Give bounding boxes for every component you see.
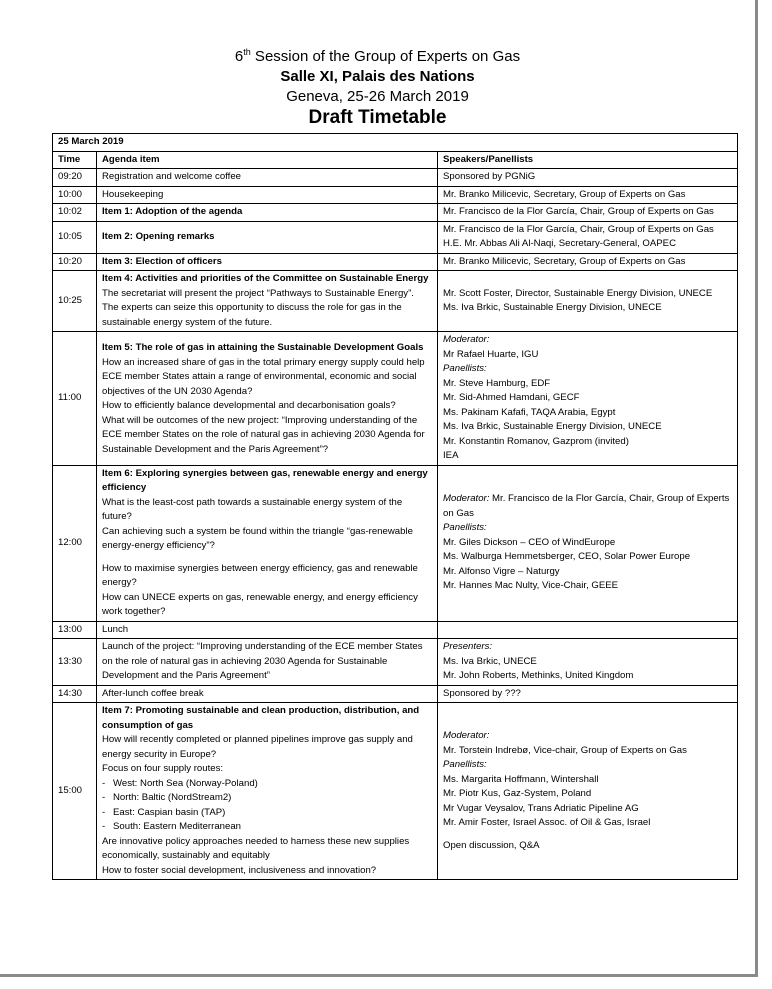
table-row bbox=[53, 186, 738, 204]
table-row bbox=[53, 639, 738, 686]
panellist: Mr. Konstantin Romanov, Gazprom (invited) bbox=[443, 435, 629, 447]
panellist: Mr. Sid-Ahmed Hamdani, GECF bbox=[443, 392, 580, 403]
moderator-line bbox=[443, 492, 732, 521]
table-row bbox=[53, 332, 738, 466]
session-line bbox=[0, 42, 755, 67]
speakers-cell: Sponsored by PGNiG bbox=[438, 169, 738, 187]
time-cell: 10:25 bbox=[53, 271, 97, 332]
speaker: Ms. Iva Brkic, Sustainable Energy Division, UNECE bbox=[443, 302, 662, 313]
speakers-cell bbox=[438, 465, 738, 621]
panellist: Ms. Walburga Hemmetsberger, CEO, Solar Power Europe bbox=[443, 551, 691, 563]
speakers-cell bbox=[438, 703, 738, 880]
panellist: Mr. Giles Dickson – CEO of WindEurope bbox=[443, 536, 616, 548]
speakers-cell: Mr. Branko Milicevic, Secretary, Group of Experts on Gas bbox=[438, 253, 738, 271]
time-cell: 11:00 bbox=[53, 332, 97, 466]
list-item: - East: Caspian basin (TAP) bbox=[102, 806, 432, 821]
time-cell: 13:00 bbox=[53, 621, 97, 639]
panellist: Mr. Alfonso Vigre – Naturgy bbox=[443, 565, 560, 577]
agenda-cell: Launch of the project: “Improving understanding of the ECE member States on the role of natural gas in achieving 2030 Agenda for Sustainable Development and the Paris Agreement” bbox=[97, 639, 438, 686]
list-item: - South: Eastern Mediterranean bbox=[102, 820, 432, 835]
agenda-cell bbox=[97, 465, 438, 621]
agenda-question: What is the least-cost path towards a sustainable energy system of the future? bbox=[102, 496, 403, 522]
timetable bbox=[52, 133, 738, 880]
place-date: Geneva, 25-26 March 2019 bbox=[286, 88, 469, 105]
panellist: Mr. Steve Hamburg, EDF bbox=[443, 377, 551, 389]
agenda-question: Can achieving such a system be found within the triangle “gas-renewable energy-energy efficiency”? bbox=[102, 525, 413, 551]
agenda-question: How to maximise synergies between energy efficiency, gas and renewable energy? bbox=[102, 562, 418, 588]
closing-note: Open discussion, Q&A bbox=[443, 839, 540, 851]
agenda-cell: Item 3: Election of officers bbox=[97, 253, 438, 271]
agenda-question: Are innovative policy approaches needed to harness these new supplies economically, sustainably and equitably bbox=[102, 835, 410, 861]
document-title: Draft Timetable bbox=[308, 107, 447, 128]
col-header-time: Time bbox=[53, 151, 97, 169]
venue: Salle XI, Palais des Nations bbox=[280, 68, 475, 85]
time-cell: 15:00 bbox=[53, 703, 97, 880]
speakers-cell bbox=[438, 221, 738, 253]
session-title: Session of the Group of Experts on Gas bbox=[250, 48, 521, 65]
table-row bbox=[53, 221, 738, 253]
speakers-cell: Sponsored by ??? bbox=[438, 685, 738, 703]
panellists-label: Panellists: bbox=[443, 363, 487, 374]
date-cell: 25 March 2019 bbox=[53, 134, 738, 152]
speakers-cell bbox=[438, 332, 738, 466]
table-row bbox=[53, 204, 738, 222]
table-row bbox=[53, 621, 738, 639]
panellist: IEA bbox=[443, 450, 459, 461]
agenda-cell: Item 2: Opening remarks bbox=[97, 221, 438, 253]
time-cell: 12:00 bbox=[53, 465, 97, 621]
time-cell: 09:20 bbox=[53, 169, 97, 187]
agenda-question: How to efficiently balance developmental and decarbonisation goals? bbox=[102, 400, 396, 411]
col-header-agenda: Agenda item bbox=[97, 151, 438, 169]
panellist: Mr. Hannes Mac Nulty, Vice-Chair, GEEE bbox=[443, 580, 619, 592]
session-superscript: th bbox=[243, 47, 251, 57]
time-cell: 10:02 bbox=[53, 204, 97, 222]
header-row bbox=[53, 151, 738, 169]
moderator: Mr. Francisco de la Flor García, Chair, Group of Experts on Gas bbox=[443, 493, 730, 519]
agenda-cell: After-lunch coffee break bbox=[97, 685, 438, 703]
time-cell: 10:00 bbox=[53, 186, 97, 204]
panellist: Ms. Margarita Hoffmann, Wintershall bbox=[443, 773, 599, 785]
speaker: Mr. Scott Foster, Director, Sustainable Energy Division, UNECE bbox=[443, 287, 713, 299]
agenda-cell bbox=[97, 332, 438, 466]
agenda-cell: Item 1: Adoption of the agenda bbox=[97, 204, 438, 222]
agenda-text: Focus on four supply routes: bbox=[102, 763, 224, 774]
agenda-cell bbox=[97, 703, 438, 880]
moderator-label: Moderator: bbox=[443, 334, 490, 345]
presenter: Ms. Iva Brkic, UNECE bbox=[443, 655, 537, 667]
panellist: Ms. Iva Brkic, Sustainable Energy Division, UNECE bbox=[443, 421, 662, 432]
panellists-label: Panellists: bbox=[443, 759, 487, 770]
agenda-item-title: Item 7: Promoting sustainable and clean production, distribution, and consumption of gas bbox=[102, 705, 420, 731]
time-cell: 10:20 bbox=[53, 253, 97, 271]
agenda-question: How can UNECE experts on gas, renewable energy, and energy efficiency work together? bbox=[102, 591, 418, 617]
time-cell: 13:30 bbox=[53, 639, 97, 686]
table-row bbox=[53, 169, 738, 187]
table-row bbox=[53, 685, 738, 703]
agenda-question: How will recently completed or planned pipelines improve gas supply and energy security in Europe? bbox=[102, 734, 413, 760]
table-row bbox=[53, 271, 738, 332]
time-cell: 14:30 bbox=[53, 685, 97, 703]
moderator: Mr. Torstein Indrebø, Vice-chair, Group of Experts on Gas bbox=[443, 744, 687, 756]
speaker: H.E. Mr. Abbas Ali Al-Naqi, Secretary-General, OAPEC bbox=[443, 238, 677, 249]
list-item: - North: Baltic (NordStream2) bbox=[102, 791, 432, 806]
table-row bbox=[53, 253, 738, 271]
supply-routes-list bbox=[102, 777, 432, 835]
agenda-question: How to foster social development, inclusiveness and innovation? bbox=[102, 864, 377, 876]
agenda-text: The experts can seize this opportunity to discuss the role for gas in the sustainable energy system of the future. bbox=[102, 302, 402, 328]
panellist: Mr. Piotr Kus, Gaz-System, Poland bbox=[443, 788, 592, 799]
presenter: Mr. John Roberts, Methinks, United Kingdom bbox=[443, 670, 634, 681]
agenda-item-title: Item 6: Exploring synergies between gas, renewable energy and energy efficiency bbox=[102, 467, 428, 493]
speakers-cell: Mr. Francisco de la Flor García, Chair, Group of Experts on Gas bbox=[438, 204, 738, 222]
list-item: - West: North Sea (Norway-Poland) bbox=[102, 777, 432, 792]
agenda-cell: Registration and welcome coffee bbox=[97, 169, 438, 187]
presenters-label: Presenters: bbox=[443, 641, 493, 652]
time-cell: 10:05 bbox=[53, 221, 97, 253]
speakers-cell: Mr. Branko Milicevic, Secretary, Group of Experts on Gas bbox=[438, 186, 738, 204]
agenda-cell bbox=[97, 271, 438, 332]
speakers-cell bbox=[438, 639, 738, 686]
panellist: Ms. Pakinam Kafafi, TAQA Arabia, Egypt bbox=[443, 406, 616, 418]
agenda-question: What will be outcomes of the new project: “Improving understanding of the ECE member States on the role of natural gas in achieving 2030 Agenda for Sustainable Development and the Paris Agreement”? bbox=[102, 414, 425, 455]
moderator-label: Moderator: bbox=[443, 730, 490, 741]
panellist: Mr. Amir Foster, Israel Assoc. of Oil & Gas, Israel bbox=[443, 817, 651, 828]
table-row bbox=[53, 465, 738, 621]
session-number: 6 bbox=[234, 48, 244, 65]
speakers-cell bbox=[438, 621, 738, 639]
agenda-cell: Housekeeping bbox=[97, 186, 438, 204]
col-header-speakers: Speakers/Panellists bbox=[438, 151, 738, 169]
table-row bbox=[53, 703, 738, 880]
speaker: Mr. Francisco de la Flor García, Chair, Group of Experts on Gas bbox=[443, 223, 714, 235]
panellists-label: Panellists: bbox=[443, 522, 487, 534]
agenda-text: The secretariat will present the project “Pathways to Sustainable Energy”. bbox=[102, 287, 414, 299]
moderator-label: Moderator: bbox=[443, 493, 490, 505]
speakers-cell bbox=[438, 271, 738, 332]
agenda-item-title: Item 5: The role of gas in attaining the Sustainable Development Goals bbox=[102, 342, 424, 353]
panellist: Mr Vugar Veysalov, Trans Adriatic Pipeline AG bbox=[443, 802, 639, 814]
moderator: Mr Rafael Huarte, IGU bbox=[443, 348, 539, 360]
document-header bbox=[0, 0, 755, 129]
agenda-cell: Lunch bbox=[97, 621, 438, 639]
date-row bbox=[53, 134, 738, 152]
agenda-item-title: Item 4: Activities and priorities of the Committee on Sustainable Energy bbox=[102, 273, 429, 284]
agenda-question: How an increased share of gas in the total primary energy supply could help ECE member States attain a range of environmental, economic and social objectives of the UN 2030 Agenda? bbox=[102, 356, 425, 397]
